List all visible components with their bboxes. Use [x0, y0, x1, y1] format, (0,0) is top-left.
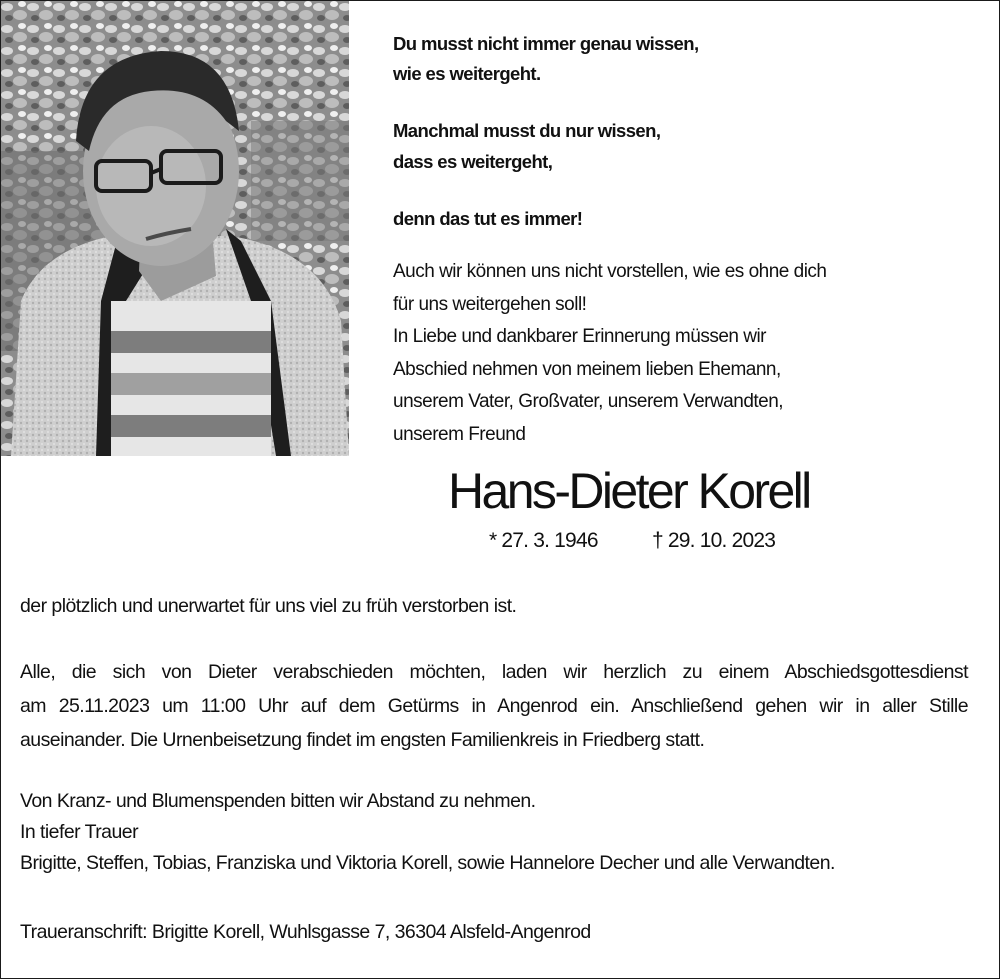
birth-date: * 27. 3. 1946 [489, 529, 598, 552]
death-date: † 29. 10. 2023 [652, 529, 776, 552]
mourning-address: Traueranschrift: Brigitte Korell, Wuhlsgasse 7, 36304 Alsfeld-Angenrod [20, 921, 591, 943]
intro-line: unserem Vater, Großvater, unserem Verwandten, [393, 391, 784, 413]
verse-line-4: dass es weitergeht, [393, 151, 553, 172]
intro-line: In Liebe und dankbarer Erinnerung müssen wir [393, 326, 767, 348]
service-line: auseinander. Die Urnenbeisetzung findet im engsten Familienkreis in Friedberg statt. [20, 729, 705, 751]
intro-line: Abschied nehmen von meinem lieben Ehemann, [393, 358, 781, 380]
intro-line: Auch wir können uns nicht vorstellen, wie es ohne dich [393, 261, 827, 282]
intro-line: für uns weitergehen soll! [393, 293, 587, 315]
intro-text [393, 256, 826, 452]
intro-line: unserem Freund [393, 423, 526, 445]
portrait-photo [1, 1, 349, 456]
flowers-note: Von Kranz- und Blumenspenden bitten wir Abstand zu nehmen. [20, 790, 536, 812]
mourners-list: Brigitte, Steffen, Tobias, Franziska und Viktoria Korell, sowie Hannelore Decher und alle Verwandten. [20, 852, 835, 874]
verse-line-1: Du musst nicht immer genau wissen, [393, 33, 699, 54]
deceased-name: Hans-Dieter Korell [448, 463, 810, 519]
service-line: am 25.11.2023 um 11:00 Uhr auf dem Getürms in Angenrod ein. Anschließend gehen wir in aller Stille [20, 695, 968, 717]
verse-line-2: wie es weitergeht. [393, 63, 541, 84]
verse-line-5: denn das tut es immer! [393, 208, 583, 229]
verse-line-3: Manchmal musst du nur wissen, [393, 120, 661, 141]
service-paragraph [20, 655, 968, 757]
mourning-heading: In tiefer Trauer [20, 821, 139, 843]
death-statement: der plötzlich und unerwartet für uns viel zu früh verstorben ist. [20, 595, 517, 617]
service-line: Alle, die sich von Dieter verabschieden möchten, laden wir herzlich zu einem Abschiedsgottesdienst [20, 661, 968, 683]
